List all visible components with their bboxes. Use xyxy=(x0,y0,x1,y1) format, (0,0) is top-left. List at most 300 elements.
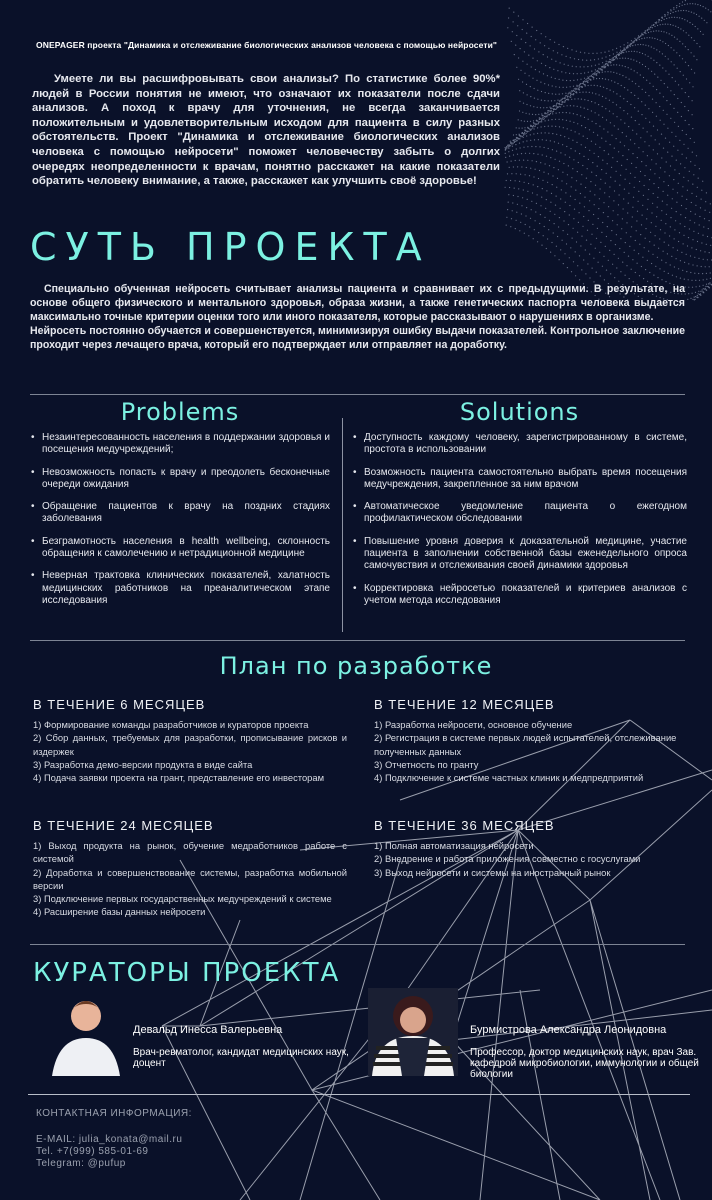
dot xyxy=(513,166,514,167)
dot xyxy=(704,20,705,21)
dot xyxy=(534,98,535,99)
dot xyxy=(603,212,604,213)
dot xyxy=(550,157,551,158)
dot xyxy=(572,168,573,169)
dot xyxy=(559,119,560,120)
dot xyxy=(699,286,700,287)
dot xyxy=(523,135,524,136)
dot xyxy=(557,236,558,237)
dot xyxy=(548,126,549,127)
dot xyxy=(576,86,577,87)
dot xyxy=(611,167,612,168)
dot xyxy=(651,46,652,47)
dot xyxy=(614,148,615,149)
dot xyxy=(505,147,506,148)
dot xyxy=(524,233,525,234)
dot xyxy=(628,256,629,257)
dot xyxy=(548,133,549,134)
dot xyxy=(590,79,591,80)
dot xyxy=(573,218,574,219)
dot xyxy=(702,181,703,182)
dot xyxy=(577,106,578,107)
dot xyxy=(704,218,705,219)
dot xyxy=(567,234,568,235)
dot xyxy=(515,160,516,161)
dot xyxy=(573,261,574,262)
plan-phase-6 xyxy=(33,697,347,784)
dot xyxy=(686,134,687,135)
dot xyxy=(570,92,571,93)
dot xyxy=(524,132,525,133)
dot xyxy=(659,51,660,52)
dot xyxy=(645,228,646,229)
dot xyxy=(631,51,632,52)
phase-item: 4) Подача заявки проекта на грант, представление его инвесторам xyxy=(33,772,325,784)
dot xyxy=(649,29,650,30)
dot xyxy=(523,160,524,161)
dot xyxy=(653,86,654,87)
dot xyxy=(563,46,564,47)
dot xyxy=(634,95,635,96)
dot xyxy=(699,216,700,217)
dot xyxy=(562,112,563,113)
dot xyxy=(676,276,677,277)
dot xyxy=(679,41,680,42)
dot xyxy=(530,168,531,169)
contact-email[interactable]: E-MAIL: julia_konata@mail.ru xyxy=(36,1134,183,1145)
dot xyxy=(688,35,689,36)
dot xyxy=(572,94,573,95)
dot xyxy=(699,46,700,47)
dot xyxy=(582,165,583,166)
dot xyxy=(625,77,626,78)
phase-title: В ТЕЧЕНИЕ 6 МЕСЯЦЕВ xyxy=(33,697,206,712)
dot xyxy=(643,195,644,196)
dot xyxy=(593,74,594,75)
dot xyxy=(682,186,683,187)
dot xyxy=(587,109,588,110)
dot xyxy=(676,160,677,161)
dot xyxy=(665,43,666,44)
dot xyxy=(610,71,611,72)
dot xyxy=(518,188,519,189)
dot xyxy=(639,275,640,276)
dot xyxy=(535,220,536,221)
dot xyxy=(529,113,530,114)
problems-title: Problems xyxy=(120,398,240,426)
dot xyxy=(522,197,523,198)
list-item: • Безграмотность населения в health wellbeing, склонность обращения к самолечению и нетрадиционной медицине xyxy=(30,536,330,561)
dot xyxy=(695,205,696,206)
dot xyxy=(573,73,574,74)
dot xyxy=(647,30,648,31)
dot xyxy=(627,47,628,48)
dot xyxy=(692,293,693,294)
dot xyxy=(696,249,697,250)
dot xyxy=(705,201,706,202)
dot xyxy=(580,86,581,87)
dot xyxy=(651,263,652,264)
column-divider xyxy=(342,418,343,632)
dot xyxy=(655,266,656,267)
dot xyxy=(694,222,695,223)
dot xyxy=(673,146,674,147)
plan-phase-12 xyxy=(374,697,704,784)
dot xyxy=(605,246,606,247)
dot xyxy=(658,30,659,31)
dot xyxy=(691,37,692,38)
dot xyxy=(561,100,562,101)
dot xyxy=(507,161,508,162)
dot xyxy=(589,76,590,77)
dot xyxy=(591,71,592,72)
dot xyxy=(580,107,581,108)
dot xyxy=(614,254,615,255)
dot xyxy=(645,54,646,55)
dot xyxy=(570,57,571,58)
dot xyxy=(632,259,633,260)
dot xyxy=(688,293,689,294)
dot xyxy=(588,72,589,73)
dot xyxy=(542,154,543,155)
dot xyxy=(573,90,574,91)
dot xyxy=(521,120,522,121)
dot xyxy=(702,291,703,292)
dot xyxy=(620,175,621,176)
dot xyxy=(634,38,635,39)
dot xyxy=(538,51,539,52)
essence-paragraph-1: Специально обученная нейросеть считывает анализы пациента и сравнивает их с предыдущими. В результате, на основе общего физического и ментального здоровья, образа жизни, а также генетических паспорта человека выдается максимально точные критерии оценки того или иного показателя, которые рассказывают о нарушениях в организме. xyxy=(30,283,685,323)
dot xyxy=(569,257,570,258)
divider xyxy=(30,944,685,945)
dot xyxy=(570,196,571,197)
dot xyxy=(701,18,702,19)
dot xyxy=(540,214,541,215)
dot xyxy=(525,42,526,43)
dot xyxy=(706,279,707,280)
dot xyxy=(697,4,698,5)
dot xyxy=(703,292,704,293)
dot xyxy=(659,268,660,269)
dot xyxy=(691,280,692,281)
dot xyxy=(620,107,621,108)
dot xyxy=(522,61,523,62)
dot xyxy=(575,251,576,252)
dot xyxy=(649,272,650,273)
dot xyxy=(641,114,642,115)
dot xyxy=(532,192,533,193)
dot xyxy=(580,115,581,116)
dot xyxy=(619,194,620,195)
dot xyxy=(572,238,573,239)
dot xyxy=(623,110,624,111)
dot xyxy=(690,272,691,273)
dot xyxy=(647,131,648,132)
dot xyxy=(680,278,681,279)
dot xyxy=(664,242,665,243)
dot xyxy=(579,84,580,85)
dot xyxy=(605,56,606,57)
dot xyxy=(518,15,519,16)
dot xyxy=(705,266,706,267)
dot xyxy=(540,82,541,83)
dot xyxy=(573,228,574,229)
dot xyxy=(625,66,626,67)
dot xyxy=(701,199,702,200)
dot xyxy=(661,279,662,280)
dot xyxy=(608,61,609,62)
dot xyxy=(525,215,526,216)
dot xyxy=(567,48,568,49)
dot xyxy=(525,153,526,154)
dot xyxy=(574,58,575,59)
dot xyxy=(513,195,514,196)
dot xyxy=(695,292,696,293)
dot xyxy=(682,5,683,6)
dot xyxy=(526,167,527,168)
dot xyxy=(684,19,685,20)
dot xyxy=(661,260,662,261)
dot xyxy=(567,174,568,175)
dot xyxy=(682,270,683,271)
dot xyxy=(608,79,609,80)
dot xyxy=(654,26,655,27)
dot xyxy=(696,59,697,60)
dot xyxy=(631,117,632,118)
dot xyxy=(571,130,572,131)
dot xyxy=(579,87,580,88)
dot xyxy=(628,193,629,194)
dot xyxy=(549,165,550,166)
dot xyxy=(645,30,646,31)
dot xyxy=(601,69,602,70)
dot xyxy=(596,71,597,72)
dot xyxy=(653,149,654,150)
dot xyxy=(689,82,690,83)
dot xyxy=(671,208,672,209)
dot xyxy=(674,266,675,267)
dot xyxy=(596,73,597,74)
dot xyxy=(560,152,561,153)
dot xyxy=(580,66,581,67)
dot xyxy=(613,57,614,58)
dot xyxy=(591,234,592,235)
dot xyxy=(594,153,595,154)
dot xyxy=(634,143,635,144)
dot xyxy=(517,154,518,155)
dot xyxy=(660,40,661,41)
dot xyxy=(527,94,528,95)
dot xyxy=(615,57,616,58)
dot xyxy=(678,10,679,11)
dot xyxy=(552,184,553,185)
dot xyxy=(553,167,554,168)
dot xyxy=(706,273,707,274)
dot xyxy=(591,141,592,142)
dot xyxy=(641,38,642,39)
dot xyxy=(570,86,571,87)
dot xyxy=(526,113,527,114)
dot xyxy=(668,58,669,59)
dot xyxy=(545,65,546,66)
contact-phone[interactable]: Tel. +7(999) 585-01-69 xyxy=(36,1146,149,1157)
dot xyxy=(635,83,636,84)
dot xyxy=(628,51,629,52)
dot xyxy=(519,101,520,102)
dot xyxy=(518,79,519,80)
dot xyxy=(609,100,610,101)
dot xyxy=(648,56,649,57)
dot xyxy=(619,52,620,53)
dot xyxy=(655,22,656,23)
dot xyxy=(588,159,589,160)
dot xyxy=(687,245,688,246)
dot xyxy=(640,171,641,172)
dot xyxy=(595,123,596,124)
dot xyxy=(598,208,599,209)
dot xyxy=(702,273,703,274)
curator-name-1: Девальд Инесса Валерьевна xyxy=(133,1024,283,1036)
dot xyxy=(614,277,615,278)
list-item: • Невозможность попасть к врачу и преодолеть бесконечные очереди ожидания xyxy=(30,467,330,492)
dot xyxy=(690,138,691,139)
dot xyxy=(583,136,584,137)
dot xyxy=(599,147,600,148)
dot xyxy=(692,239,693,240)
dot xyxy=(562,119,563,120)
dot xyxy=(531,201,532,202)
dot xyxy=(535,39,536,40)
dot xyxy=(577,123,578,124)
dot xyxy=(706,192,707,193)
dot xyxy=(571,49,572,50)
dot xyxy=(576,88,577,89)
dot xyxy=(595,102,596,103)
dot xyxy=(604,279,605,280)
dot xyxy=(698,258,699,259)
dot xyxy=(614,125,615,126)
dot xyxy=(612,49,613,50)
dot xyxy=(532,114,533,115)
dot xyxy=(699,224,700,225)
dot xyxy=(587,263,588,264)
dot xyxy=(691,202,692,203)
dot xyxy=(600,86,601,87)
dot xyxy=(709,220,710,221)
dot xyxy=(560,208,561,209)
dot xyxy=(647,209,648,210)
dot xyxy=(651,212,652,213)
dot xyxy=(707,236,708,237)
dot xyxy=(584,197,585,198)
dot xyxy=(681,116,682,117)
dot xyxy=(708,228,709,229)
dot xyxy=(657,25,658,26)
dot xyxy=(526,207,527,208)
dot xyxy=(549,114,550,115)
dot xyxy=(554,141,555,142)
dot xyxy=(527,199,528,200)
dot xyxy=(584,84,585,85)
dot xyxy=(522,19,523,20)
dot xyxy=(645,66,646,67)
dot xyxy=(563,263,564,264)
dot xyxy=(516,134,517,135)
dot xyxy=(548,229,549,230)
dot xyxy=(516,137,517,138)
dot xyxy=(511,173,512,174)
dot xyxy=(559,259,560,260)
essence-paragraph-2: Нейросеть постоянно обучается и совершенствуется, минимизируя ошибку выдачи показателей. Контрольное заключение проходит через лечащего врача, который его подтверждает или отправляет на доработку. xyxy=(30,325,685,351)
phase-item: 1) Формирование команды разработчиков и кураторов проекта xyxy=(33,719,309,730)
dot xyxy=(565,202,566,203)
dot xyxy=(514,142,515,143)
dot xyxy=(612,58,613,59)
phase-item: 3) Отчетность по гранту xyxy=(374,758,479,770)
dot xyxy=(561,189,562,190)
dot xyxy=(677,39,678,40)
dot xyxy=(644,141,645,142)
dot xyxy=(697,241,698,242)
dot xyxy=(589,150,590,151)
dot xyxy=(653,126,654,127)
dot xyxy=(690,3,691,4)
dot xyxy=(622,132,623,133)
dot xyxy=(641,161,642,162)
dot xyxy=(575,92,576,93)
dot xyxy=(653,193,654,194)
dot xyxy=(690,211,691,212)
dot xyxy=(654,245,655,246)
dot xyxy=(605,108,606,109)
dot xyxy=(551,100,552,101)
dot xyxy=(631,269,632,270)
dot xyxy=(553,69,554,70)
dot xyxy=(563,98,564,99)
dot xyxy=(688,148,689,149)
dot xyxy=(538,139,539,140)
contact-telegram[interactable]: Telegram: @pufup xyxy=(36,1158,126,1169)
dot xyxy=(616,48,617,49)
dot xyxy=(505,187,506,188)
dot xyxy=(524,51,525,52)
dot xyxy=(530,121,531,122)
dot xyxy=(694,142,695,143)
dot xyxy=(592,76,593,77)
dot xyxy=(680,223,681,224)
dot xyxy=(581,174,582,175)
dot xyxy=(552,113,553,114)
dot xyxy=(568,65,569,66)
dot xyxy=(672,198,673,199)
dot xyxy=(597,166,598,167)
dot xyxy=(652,27,653,28)
dot xyxy=(602,67,603,68)
dot xyxy=(670,90,671,91)
dot xyxy=(552,111,553,112)
dot xyxy=(512,142,513,143)
dot xyxy=(573,122,574,123)
dot xyxy=(659,143,660,144)
dot xyxy=(682,43,683,44)
dot xyxy=(677,112,678,113)
dot xyxy=(602,266,603,267)
dot xyxy=(624,252,625,253)
dot xyxy=(644,32,645,33)
dot xyxy=(585,249,586,250)
dot xyxy=(582,86,583,87)
dot xyxy=(536,30,537,31)
